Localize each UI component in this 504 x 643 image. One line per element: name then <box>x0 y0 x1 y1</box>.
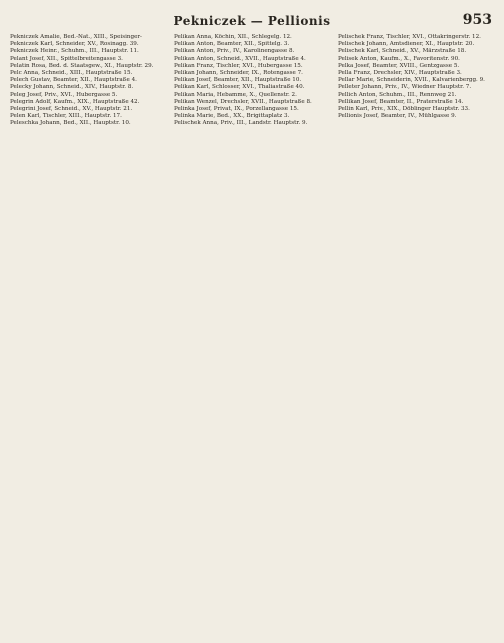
directory-entry: Pelleter Johann, Priv., IV., Wiedner Hauptstr. 7. <box>338 84 472 91</box>
directory-entry: Pelikan Anton, Priv., IV., Karolinengasse 8. <box>174 48 295 55</box>
directory-entry: Pelinka Marie, Bed., XX., Brigittaplatz 3. <box>174 113 290 120</box>
directory-columns <box>10 34 494 639</box>
directory-entry: Pelikan Wenzel, Drechsler, XVII., Hauptstraße 8. <box>174 98 312 105</box>
directory-entry: Pelischek Anna, Priv., III., Landstr. Hauptstr. 9. <box>174 120 308 127</box>
directory-entry: Pelikan Johann, Schneider, IX., Rotengasse 7. <box>174 70 303 77</box>
directory-entry: Pelc Anna, Schneid., XIII., Hauptstraße 15. <box>10 70 133 77</box>
directory-entry: Pelischek Franz, Tischler, XVI., Ottakringerstr. 12. <box>338 34 481 40</box>
page-number: 953 <box>462 12 492 28</box>
directory-column-2 <box>174 34 330 639</box>
directory-entry: Pelischek Karl, Schneid., XV., Märzstraße 18. <box>338 48 467 55</box>
directory-column-1 <box>10 34 166 639</box>
directory-entry: Pelikan Franz, Tischler, XVI., Hubergasse 15. <box>174 62 303 69</box>
directory-entry: Pelegrini Josef, Schneid., XV., Hauptstr. 21. <box>10 106 133 113</box>
directory-entry: Pellar Marie, Schneiderin, XVII., Kalvarienbergg. 9. <box>338 77 485 84</box>
directory-entry: Pelikan Karl, Schlosser, XVI., Thaliastraße 40. <box>174 84 305 91</box>
directory-entry: Pelech Gustav, Beamter, XII., Hauptstraße 4. <box>10 77 137 84</box>
directory-entry: Pelikan Maria, Hebamme, X., Quellenstr. 2. <box>174 91 297 98</box>
directory-entry: Pelikan Josef, Beamter, XII., Hauptstraße 10. <box>174 77 302 84</box>
directory-entry: Pekniczek Amalie, Bed.-Nat., XIII., Speisinger- <box>10 34 142 40</box>
directory-entry: Pelka Josef, Beamter, XVIII., Gentzgasse 5. <box>338 62 460 69</box>
directory-entry: Pekniczek Karl, Schneider, XV., Rosinagg. 39. <box>10 41 139 48</box>
directory-entry: Pelatin Rosa, Bed. d. Staatsgew., XI., Hauptstr. 29. <box>10 62 154 69</box>
directory-entry: Peleg Josef, Priv., XVI., Hubergasse 5. <box>10 91 118 98</box>
directory-entry: Pelecky Johann, Schneid., XIV., Hauptstr. 8. <box>10 84 134 91</box>
directory-entry: Pelischek Johann, Amtsdiener, XI., Hauptstr. 20. <box>338 41 475 48</box>
directory-entry: Pelikan Anton, Schneid., XVII., Hauptstraße 4. <box>174 55 306 62</box>
directory-entry: Pelen Karl, Tischler, XIII., Hauptstr. 17. <box>10 113 122 120</box>
directory-entry: Pelinka Josef, Privat, IX., Porzellangasse 15. <box>174 106 299 113</box>
directory-entry: Pellionis Josef, Beamter, IV., Mühlgasse 9. <box>338 113 457 120</box>
directory-column-3 <box>338 34 494 639</box>
directory-entry: Peleschka Johann, Bed., XII., Hauptstr. 10. <box>10 120 131 127</box>
directory-entry: Pella Franz, Drechsler, XIV., Hauptstraße 3. <box>338 70 462 77</box>
directory-entry: Pelisek Anton, Kaufm., X., Favoritenstr. 90. <box>338 55 460 62</box>
directory-entry: Pekniczek Heinr., Schuhm., III., Hauptstr. 11. <box>10 48 139 55</box>
directory-entry: Pelant Josef, XII., Spittelbreitengasse 3. <box>10 55 123 62</box>
page-title: Pekniczek — Pellionis <box>173 14 331 28</box>
directory-entry: Pelegrin Adolf, Kaufm., XIX., Hauptstraße 42. <box>10 98 140 105</box>
page-header <box>10 10 494 32</box>
directory-entry: Pellich Anton, Schuhm., III., Rennweg 21. <box>338 91 457 98</box>
directory-entry: Pelikan Anna, Köchin, XII., Schlegelg. 12. <box>174 34 292 40</box>
directory-entry: Pelikan Anton, Beamter, XII., Spittelg. 3. <box>174 41 290 48</box>
directory-entry: Pellin Karl, Priv., XIX., Döblinger Hauptstr. 33. <box>338 106 470 113</box>
directory-entry: Pellikan Josef, Beamter, II., Praterstraße 14. <box>338 98 464 105</box>
